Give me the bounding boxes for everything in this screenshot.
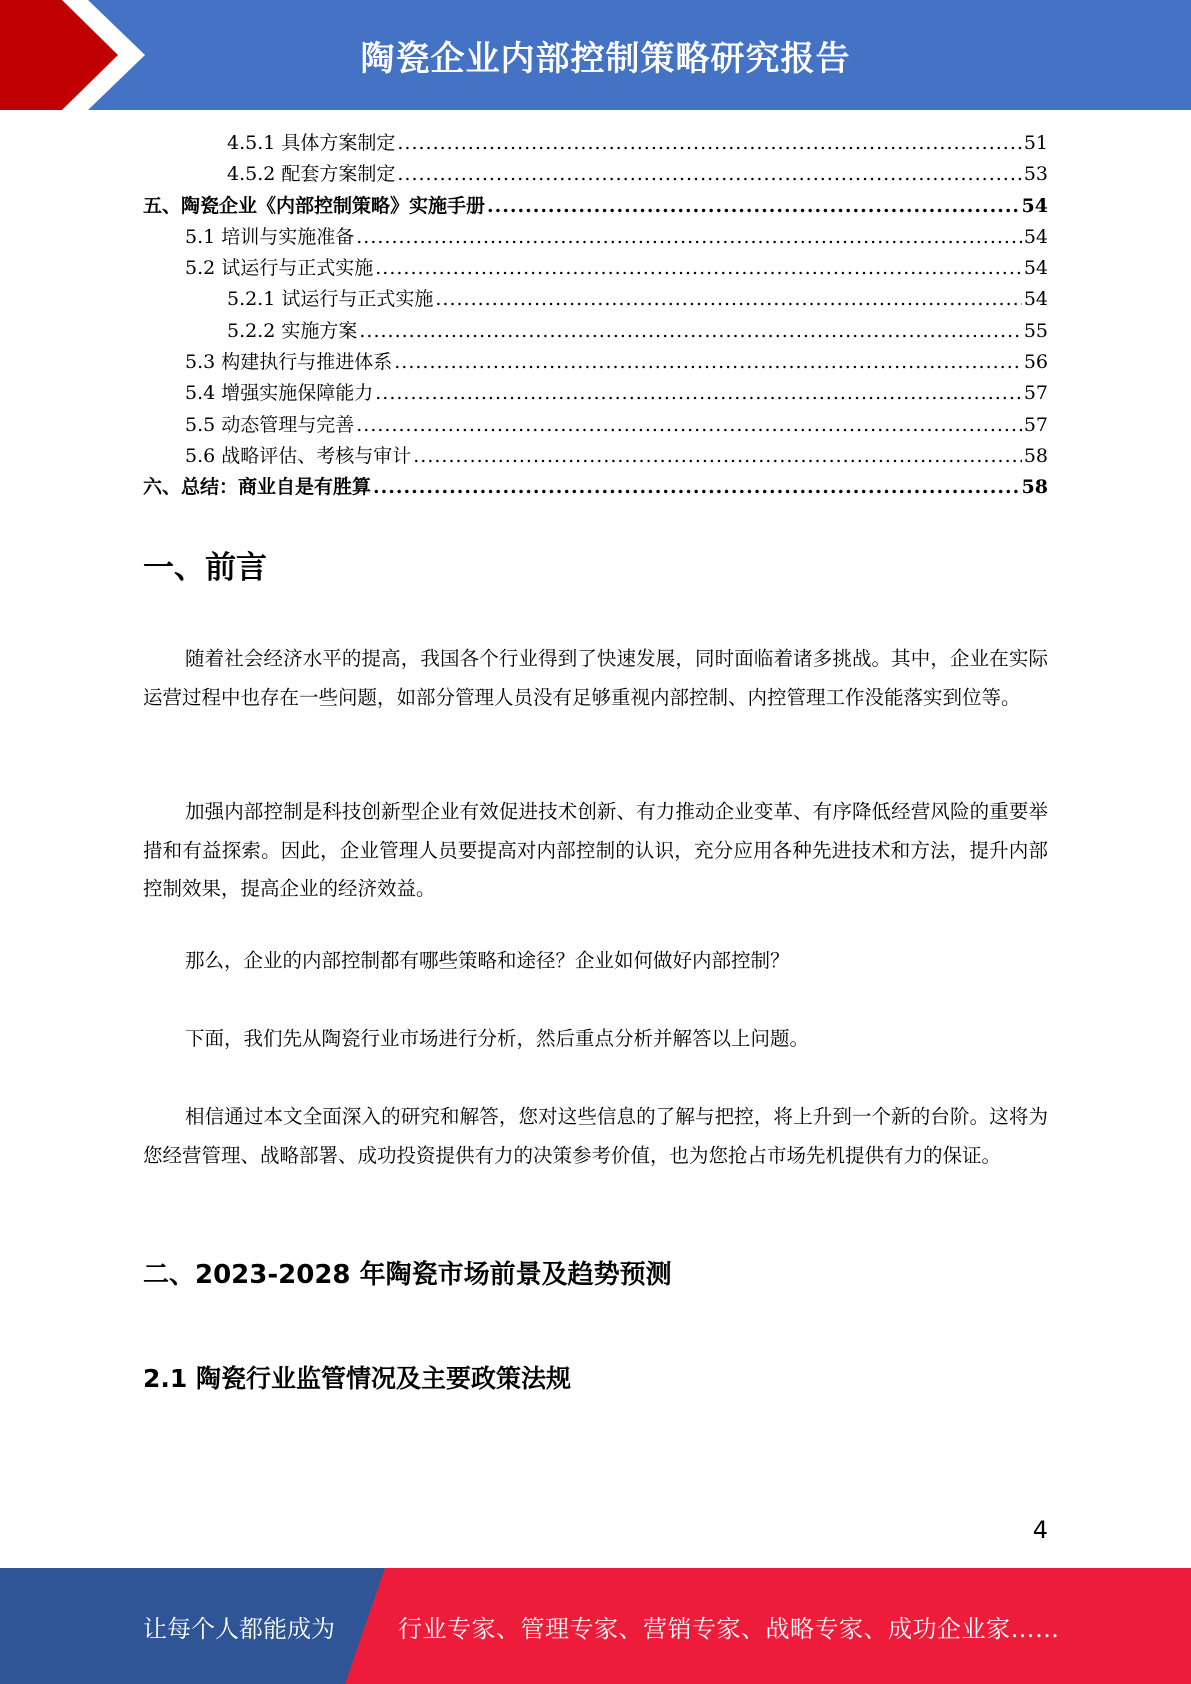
- toc-leader-dots: [375, 257, 1022, 279]
- toc-entry-page: 58: [1023, 444, 1048, 467]
- toc-entry[interactable]: [143, 191, 1048, 222]
- page-header: [0, 0, 1191, 110]
- toc-leader-dots: [394, 351, 1022, 373]
- toc-leader-dots: [435, 288, 1021, 310]
- toc-leader-dots: [373, 476, 1020, 498]
- toc-leader-dots: [397, 132, 1021, 154]
- table-of-contents: [143, 128, 1048, 504]
- toc-entry-label: 5.6 战略评估、考核与审计: [185, 444, 412, 467]
- toc-entry-page: 54: [1023, 257, 1048, 280]
- report-title: 陶瓷企业内部控制策略研究报告: [360, 38, 851, 79]
- toc-entry[interactable]: [143, 378, 1048, 409]
- page-footer: [0, 1568, 1191, 1684]
- body-paragraph: 下面，我们先从陶瓷行业市场进行分析，然后重点分析并解答以上问题。: [185, 1027, 810, 1050]
- page-number: 4: [1032, 1516, 1048, 1544]
- toc-entry-label: 五、陶瓷企业《内部控制策略》实施手册: [143, 194, 486, 217]
- toc-entry-page: 54: [1023, 288, 1048, 311]
- toc-entry-label: 4.5.1 具体方案制定: [227, 132, 396, 154]
- toc-entry-page: 53: [1023, 163, 1048, 186]
- toc-entry-page: 51: [1023, 132, 1048, 154]
- toc-entry[interactable]: [143, 410, 1048, 441]
- toc-entry[interactable]: [143, 284, 1048, 315]
- toc-entry-label: 5.2 试运行与正式实施: [185, 257, 374, 280]
- toc-leader-dots: [413, 445, 1022, 467]
- toc-entry[interactable]: [143, 472, 1048, 503]
- toc-entry[interactable]: [143, 347, 1048, 378]
- subsection-heading: 2.1 陶瓷行业监管情况及主要政策法规: [143, 1364, 571, 1393]
- section-heading: 一、前言: [143, 550, 267, 586]
- toc-entry[interactable]: [143, 222, 1048, 253]
- toc-leader-dots: [487, 195, 1020, 217]
- toc-entry[interactable]: [143, 159, 1048, 190]
- toc-entry-label: 六、总结：商业自是有胜算: [143, 476, 372, 499]
- toc-entry-page: 57: [1023, 413, 1048, 436]
- toc-leader-dots: [375, 382, 1022, 404]
- toc-leader-dots: [356, 226, 1022, 248]
- toc-entry[interactable]: [143, 253, 1048, 284]
- toc-entry[interactable]: [143, 128, 1048, 159]
- toc-entry-page: 55: [1023, 319, 1048, 342]
- toc-leader-dots: [356, 414, 1022, 436]
- toc-entry-label: 5.1 培训与实施准备: [185, 225, 355, 248]
- body-paragraph: 随着社会经济水平的提高，我国各个行业得到了快速发展，同时面临着诸多挑战。其中，企业在实际运营过程中也存在一些问题，如部分管理人员没有足够重视内部控制、内控管理工作没能落实到位等。: [143, 647, 1048, 709]
- footer-slogan-left: 让每个人都能成为: [143, 1614, 335, 1643]
- body-paragraph: 相信通过本文全面深入的研究和解答，您对这些信息的了解与把控，将上升到一个新的台阶。这将为您经营管理、战略部署、成功投资提供有力的决策参考价值，也为您抢占市场先机提供有力的保证。: [143, 1105, 1048, 1167]
- toc-leader-dots: [359, 320, 1021, 342]
- toc-leader-dots: [397, 163, 1021, 185]
- toc-entry[interactable]: [143, 441, 1048, 472]
- toc-entry-label: 4.5.2 配套方案制定: [227, 163, 396, 186]
- toc-entry-page: 54: [1021, 194, 1048, 217]
- toc-entry-label: 5.2.1 试运行与正式实施: [227, 288, 434, 311]
- section-heading: 二、2023-2028 年陶瓷市场前景及趋势预测: [143, 1260, 672, 1290]
- footer-slogan-right: 行业专家、管理专家、营销专家、战略专家、成功企业家……: [398, 1614, 1060, 1643]
- toc-entry-page: 58: [1021, 476, 1048, 499]
- toc-entry-page: 54: [1023, 225, 1048, 248]
- toc-entry-label: 5.3 构建执行与推进体系: [185, 351, 393, 374]
- toc-entry-label: 5.2.2 实施方案: [227, 319, 358, 342]
- toc-entry-page: 57: [1023, 382, 1048, 405]
- toc-entry[interactable]: [143, 316, 1048, 347]
- toc-entry-label: 5.4 增强实施保障能力: [185, 382, 374, 405]
- toc-entry-label: 5.5 动态管理与完善: [185, 413, 355, 436]
- body-paragraph: 那么，企业的内部控制都有哪些策略和途径？企业如何做好内部控制？: [185, 949, 790, 972]
- body-paragraph: 加强内部控制是科技创新型企业有效促进技术创新、有力推动企业变革、有序降低经营风险的重要举措和有益探索。因此，企业管理人员要提高对内部控制的认识，充分应用各种先进技术和方法，提升内部控制效果，提高企业的经济效益。: [143, 800, 1048, 900]
- toc-entry-page: 56: [1023, 351, 1048, 374]
